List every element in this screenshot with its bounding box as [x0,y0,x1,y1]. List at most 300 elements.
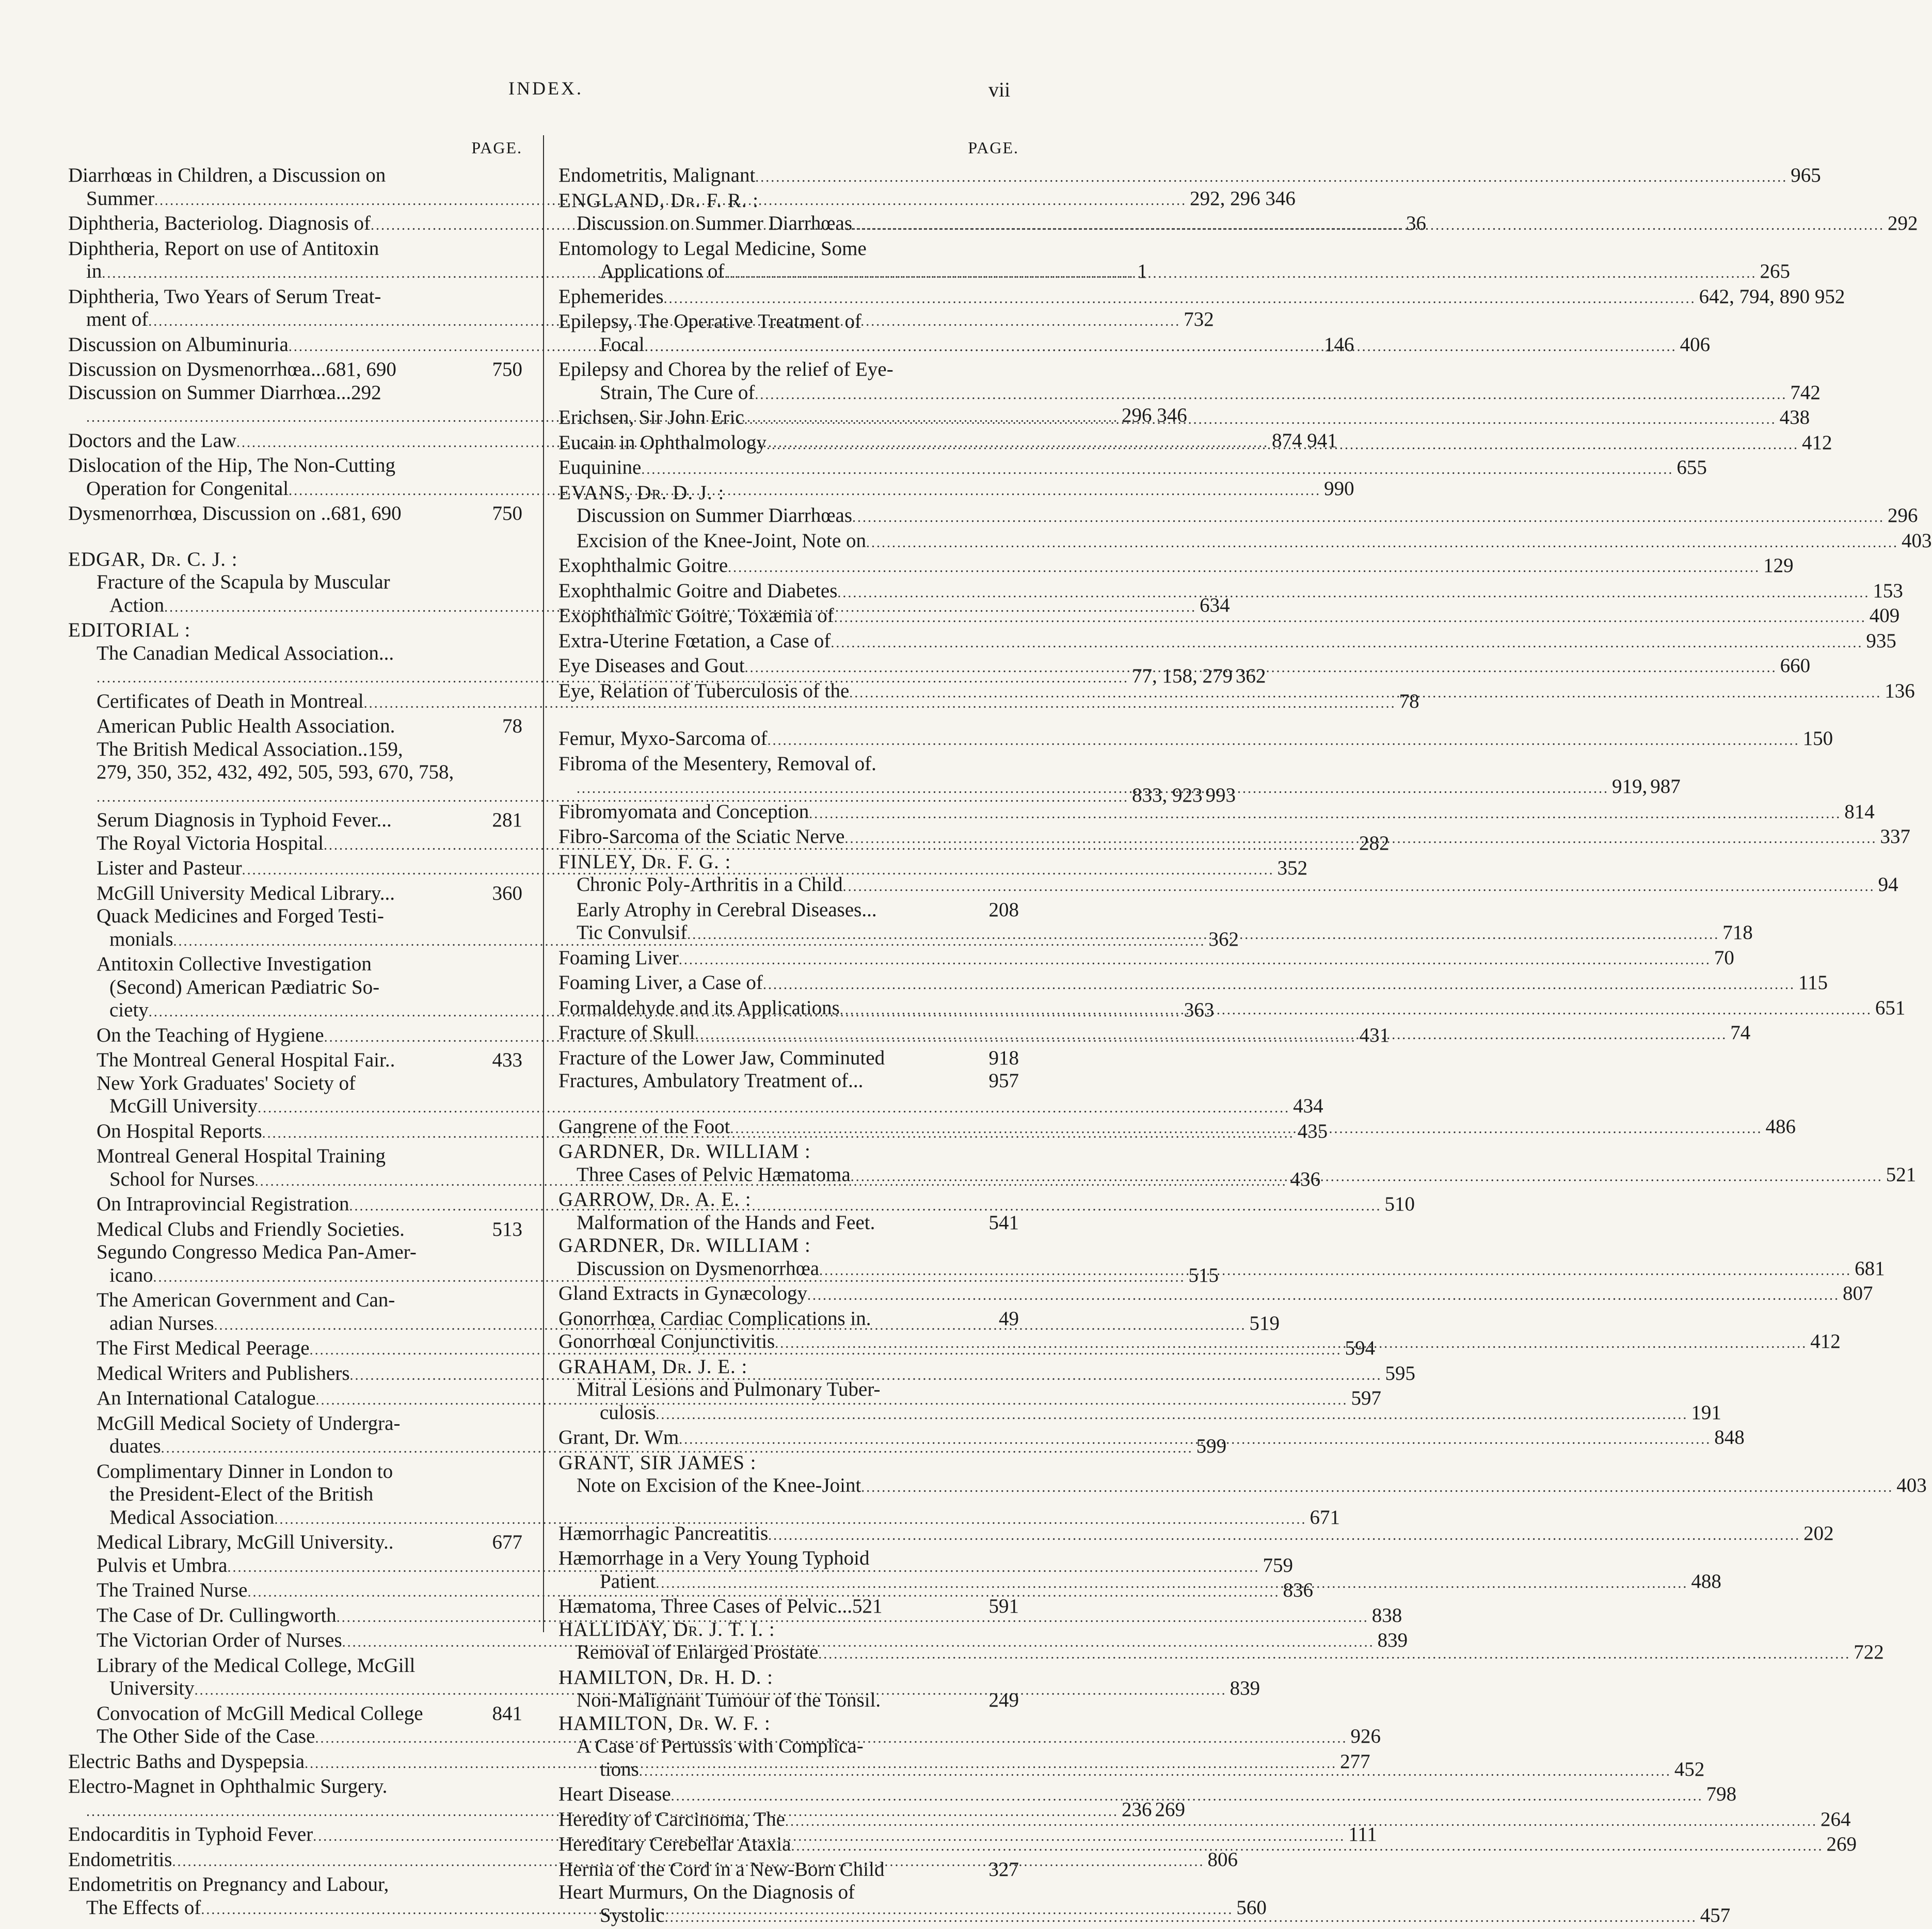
entry-page: 191 [1688,1401,1721,1425]
index-entry [558,189,1019,213]
entry-page: 296 346 [1119,404,1187,427]
entry-page: 718 [1719,921,1753,945]
entry-text: Endocarditis in Typhoid Fever [68,1823,313,1846]
entry-text: Exophthalmic Goitre and Diabetes [558,580,837,603]
entry-page: 486 [1763,1115,1796,1139]
entry-page: 434 [1290,1095,1323,1118]
dot-leader [775,1332,1807,1356]
entry-text: Montreal General Hospital Training [97,1145,386,1168]
entry-text: Serum Diagnosis in Typhoid Fever... [97,809,392,832]
entry-text: Fractures, Ambulatory Treatment of... [558,1070,863,1093]
entry-text: Dysmenorrhœa, Discussion on ..681, 690 [68,502,402,525]
entry-page: 594 [1342,1337,1376,1360]
entry-text: Fibro-Sarcoma of the Sciatic Nerve [558,825,844,849]
index-entry [68,571,522,594]
entry-page: 412 [1799,432,1832,455]
index-entry [558,358,1019,381]
entry-page: 642, 794, 890 952 [1696,285,1845,309]
entry-text: Diarrhœas in Children, a Discussion on [68,164,386,187]
entry-page: 438 [1777,406,1810,429]
index-entry [558,1426,1019,1452]
index-entry [558,1330,1019,1356]
entry-text: (Second) American Pædiatric So- [109,976,379,999]
index-entry [558,1547,1019,1570]
entry-text: Fracture of the Scapula by Muscular [97,571,390,594]
index-entry [68,738,522,761]
index-entry [558,1401,1019,1427]
entry-text: Non-Malignant Tumour of the Tonsil. [577,1689,881,1712]
index-entry [68,1412,522,1436]
entry-text: Hæmatoma, Three Cases of Pelvic...521 [558,1595,883,1618]
index-entry [68,976,522,999]
entry-text: 833, 923 [1129,784,1203,807]
entry-text: in [86,260,102,283]
entry-page: 249 [986,1689,1019,1712]
entry-page: 362 [1206,928,1239,951]
index-entry [558,997,1019,1022]
index-entry [558,655,1019,680]
dot-leader [645,336,1677,359]
entry-text: Discussion on Albuminuria [68,333,289,357]
index-entry [558,680,1019,705]
index-entry [558,1452,1019,1475]
entry-text: Ephemerides [558,285,664,309]
entry-text: ciety [109,999,149,1022]
index-entry [558,971,1019,997]
entry-page: 457 [1697,1904,1731,1927]
entry-text: HAMILTON, Dr. H. D. : [558,1666,773,1689]
entry-text: 279, 350, 352, 432, 492, 505, 593, 670, 758, [97,761,454,784]
entry-text: Gangrene of the Foot [558,1115,730,1139]
index-entry [68,1193,522,1218]
entry-page: 409 [1866,604,1900,628]
index-entry [558,1188,1019,1211]
dot-leader [577,777,1609,801]
entry-page: 78 [1396,690,1419,713]
entry-text: Foaming Liver [558,947,679,970]
entry-text: Euquinine [558,456,641,480]
dot-leader [844,827,1877,851]
index-column-left [68,138,522,1921]
index-entry [68,1677,522,1702]
entry-text: Segundo Congresso Medica Pan-Amer- [97,1241,417,1264]
entry-page: 993 [1203,784,1236,807]
entry-text: Action [109,594,164,617]
entry-page: 806 [1204,1848,1238,1872]
index-entry [558,164,1019,189]
index-entry [68,1531,522,1554]
index-entry [68,1120,522,1145]
entry-text: Diphtheria, Report on use of Antitoxin [68,237,379,261]
entry-text: The American Government and Can- [97,1289,395,1312]
entry-page: 431 [1356,1024,1390,1047]
entry-text: An International Catalogue [97,1387,316,1410]
entry-text: The Royal Victoria Hospital [97,832,324,855]
entry-page: 264 [1817,1808,1851,1831]
index-entry [68,1312,522,1337]
index-entry [68,1095,522,1120]
entry-page: 49 [996,1308,1019,1331]
index-entry [558,899,1019,922]
entry-page: 839 [1375,1629,1408,1652]
entry-text: The Other Side of the Case [97,1725,315,1748]
entry-page: 671 [1307,1506,1340,1529]
entry-page: 634 [1196,594,1230,617]
entry-page: 70 [1711,947,1734,970]
entry-text: Entomology to Legal Medicine, Some [558,237,867,261]
entry-text: HAMILTON, Dr. W. F. : [558,1712,771,1735]
index-entry [68,1168,522,1193]
section-gap [558,705,1019,727]
entry-page: 292 [1885,212,1918,235]
entry-text: Femur, Myxo-Sarcoma of [558,727,768,751]
entry-text: Convocation of McGill Medical College [97,1702,423,1726]
entry-page: 36 [1403,212,1426,235]
index-entry [558,1641,1019,1666]
entry-text: Summer [86,187,154,211]
entry-text: 919, [1609,775,1647,799]
entry-page: 136 [1881,680,1915,703]
entry-text: GARROW, Dr. A. E. : [558,1188,752,1211]
index-entry [68,1775,522,1798]
index-entry [68,1049,522,1072]
entry-text: Discussion on Summer Diarrhœa...292 [68,381,381,405]
index-entry [68,260,522,285]
index-entry [68,358,522,381]
entry-text: Malformation of the Hands and Feet. [577,1211,875,1235]
entry-text: Endometritis [68,1848,172,1872]
entry-text: Medical Library, McGill University.. [97,1531,393,1554]
dot-leader [679,949,1711,972]
entry-text: Erichsen, Sir John Eric [558,406,744,429]
entry-text: The First Medical Peerage [97,1337,310,1360]
dot-leader [809,803,1841,826]
entry-text: Medical Writers and Publishers [97,1362,350,1385]
dot-leader [785,1810,1817,1834]
entry-page: 74 [1727,1022,1750,1045]
entry-text: Lister and Pasteur [97,857,242,880]
index-entry [68,1362,522,1388]
page-column-label: PAGE. [558,138,1019,164]
index-entry [558,1378,1019,1401]
index-entry [68,1654,522,1678]
entry-text: Fracture of the Lower Jaw, Comminuted [558,1047,885,1070]
entry-page: 599 [1193,1435,1227,1458]
entry-page: 759 [1259,1554,1293,1577]
entry-text: School for Nurses [109,1168,255,1191]
index-entry [558,212,1019,237]
entry-page: 150 [1800,727,1833,751]
entry-text: GRANT, SIR JAMES : [558,1452,757,1475]
entry-page: 681 [1851,1257,1885,1281]
entry-text: EVANS, Dr. D. J. : [558,482,724,505]
entry-text: Discussion on Dysmenorrhœa [577,1257,819,1281]
index-entry [558,1712,1019,1735]
index-entry [68,187,522,213]
entry-text: ment of [86,308,148,331]
index-entry [68,1264,522,1289]
entry-text: Gonorrhœa, Cardiac Complications in. [558,1308,871,1331]
entry-text: Eye Diseases and Gout [558,655,745,678]
entry-text: On the Teaching of Hygiene [97,1024,324,1047]
entry-page: 521 [1883,1163,1917,1187]
index-entry [558,1666,1019,1689]
dot-leader [641,458,1673,482]
entry-page: 677 [489,1531,523,1554]
dot-leader [745,657,1777,680]
entry-page: 655 [1673,456,1707,480]
index-entry [558,1595,1019,1618]
index-entries-left [68,164,522,1921]
entry-page: 352 [1274,857,1308,880]
entry-text: Exophthalmic Goitre, Toxæmia of [558,604,834,628]
entry-text: University [109,1677,195,1700]
index-entry [68,761,522,784]
dot-leader [768,1524,1800,1548]
index-entry [68,665,522,690]
entry-text: HALLIDAY, Dr. J. T. I. : [558,1618,775,1641]
entry-text: Heart Disease [558,1783,671,1806]
index-entry [68,333,522,359]
dot-leader [849,682,1881,705]
index-entry [68,953,522,976]
index-entry [68,619,522,642]
index-entry [68,164,522,187]
dot-leader [664,288,1696,311]
entry-text: Grant, Dr. Wm [558,1426,679,1449]
entry-page: 957 [986,1070,1019,1093]
entry-text: Hæmorrhage in a Very Young Typhoid [558,1547,869,1570]
entry-page: 935 [1863,630,1896,653]
index-entry [558,310,1019,333]
index-entry [558,381,1019,407]
entry-page: 750 [489,502,523,525]
entry-page: 111 [1345,1823,1377,1846]
index-entry [558,1758,1019,1783]
index-entry [68,1460,522,1484]
dot-leader [695,1024,1727,1047]
index-entry [68,1218,522,1241]
entry-text: Removal of Enlarged Prostate [577,1641,818,1664]
index-entry [558,285,1019,311]
index-entry [558,630,1019,655]
entry-text: Endometritis, Malignant [558,164,755,187]
entry-page: 651 [1872,997,1906,1020]
index-entry [558,406,1019,432]
index-entry [68,594,522,619]
entry-text: Operation for Congenital [86,477,289,501]
entry-page: 990 [1321,477,1354,501]
page-column-label: PAGE. [68,138,522,164]
index-entry [558,1257,1019,1283]
index-entry [68,1145,522,1168]
entry-page: 848 [1711,1426,1745,1449]
index-entry [558,260,1019,285]
index-entry [558,1858,1019,1882]
index-entry [68,1750,522,1776]
entry-text: Dislocation of the Hip, The Non-Cutting [68,454,395,477]
dot-leader [840,999,1872,1022]
index-entry [68,548,522,571]
index-entry [558,753,1019,776]
entry-page: 841 [489,1702,523,1726]
entry-page: 327 [986,1858,1019,1882]
entry-text: Applications of [600,260,725,283]
index-entry [558,456,1019,482]
entry-text: GARDNER, Dr. WILLIAM : [558,1234,811,1257]
entry-page: 874 941 [1269,429,1337,453]
index-entry [558,947,1019,972]
running-title: INDEX. [0,77,1092,99]
dot-leader [861,1476,1893,1500]
entry-page: 403 [1893,1474,1927,1497]
entry-page: 987 [1647,775,1681,799]
entry-text: Early Atrophy in Cerebral Diseases... [577,899,877,922]
dot-leader [763,974,1795,997]
entry-page: 265 [1757,260,1791,283]
entry-text: Formaldehyde and its Applications [558,997,840,1020]
entry-page: 436 [1287,1168,1321,1191]
index-entry [68,1387,522,1412]
entry-text: tions [600,1758,639,1781]
entry-text: The Montreal General Hospital Fair.. [97,1049,395,1072]
dot-leader [818,1643,1850,1666]
index-entry [68,882,522,905]
entry-text: The Effects of [86,1896,201,1920]
entry-page: 296 [1885,504,1918,528]
entry-page: 269 [1823,1833,1857,1856]
entry-text: Discussion on Summer Diarrhœas [577,212,852,235]
entry-page: 965 [1787,164,1821,187]
index-entry [558,1618,1019,1641]
dot-leader [728,556,1760,580]
index-entry [558,554,1019,580]
entry-page: 403 [1898,530,1932,553]
entry-text: Patient [600,1570,656,1593]
index-column-right [558,138,1019,1929]
entry-page: 519 [1247,1312,1280,1335]
dot-leader [831,632,1863,655]
entry-text: Quack Medicines and Forged Testi- [97,905,384,928]
entry-text: Library of the Medical College, McGill [97,1654,415,1678]
dot-leader [755,384,1787,407]
entry-text: Epilepsy, The Operative Treatment of [558,310,861,333]
entry-text: Diphtheria, Bacteriolog. Diagnosis of [68,212,371,235]
entry-text: Systolic [600,1904,665,1927]
entry-page: 660 [1777,655,1811,678]
entry-text: Fracture of Skull [558,1022,695,1045]
dot-leader [819,1260,1851,1283]
entry-text: culosis [600,1401,656,1425]
dot-leader [807,1284,1840,1308]
dot-leader [767,434,1799,457]
entry-page: 269 [1152,1798,1186,1822]
dot-leader [656,1404,1688,1427]
entry-page: 406 [1677,333,1711,357]
entry-text: Excision of the Knee-Joint, Note on [577,530,866,553]
index-entry [68,809,522,832]
index-entry [558,1833,1019,1858]
entry-page: 814 [1841,801,1875,824]
entry-text: Foaming Liver, a Case of [558,971,763,995]
entry-page: 78 [499,715,522,738]
entry-text: EDITORIAL : [68,619,190,642]
index-entry [558,1163,1019,1189]
index-entry [68,502,522,525]
entry-text: Hereditary Cerebellar Ataxia [558,1833,791,1856]
entry-text: GARDNER, Dr. WILLIAM : [558,1140,811,1163]
index-entry [558,1234,1019,1257]
entry-page: 732 [1180,308,1214,331]
index-entry [558,1783,1019,1808]
entry-text: Heredity of Carcinoma, The [558,1808,785,1831]
entry-page: 1 [1134,260,1147,283]
index-entry [68,1337,522,1362]
entry-text: GRAHAM, Dr. J. E. : [558,1356,747,1379]
dot-leader [837,582,1870,605]
entry-text: EDGAR, Dr. C. J. : [68,548,238,571]
entry-page: 363 [1181,999,1215,1022]
entry-text: duates [109,1435,161,1458]
index-entry [68,1848,522,1874]
dot-leader [687,923,1719,947]
entry-text: The Trained Nurse [97,1579,247,1602]
entry-text: Strain, The Cure of [600,381,755,405]
index-entry [68,477,522,503]
index-entry [558,1308,1019,1331]
entry-text: Endometritis on Pregnancy and Labour, [68,1873,389,1896]
entry-text: The Case of Dr. Cullingworth [97,1604,337,1628]
dot-leader [852,214,1885,237]
index-entry [558,851,1019,874]
entry-text: monials [109,928,173,951]
index-entry [68,1483,522,1506]
index-entry [558,1808,1019,1834]
index-entry [68,1579,522,1604]
entry-text: Certificates of Death in Montreal [97,690,364,713]
index-entry [558,1070,1019,1093]
index-entry [558,1282,1019,1308]
entry-text: Diphtheria, Two Years of Serum Treat- [68,285,381,309]
index-entry [68,1506,522,1532]
entry-page: 277 [1337,1750,1370,1774]
index-entry [68,1798,522,1824]
column-divider [543,135,544,1632]
index-entry [68,999,522,1024]
dot-leader [639,1760,1671,1783]
index-entry [558,1140,1019,1163]
index-entry [558,1356,1019,1379]
entry-text: 236 [1119,1798,1152,1822]
index-entry [68,1896,522,1922]
entry-text: The British Medical Association..159, [97,738,403,761]
index-entry [558,237,1019,261]
dot-leader [866,532,1898,555]
entry-page: 742 [1787,381,1821,405]
index-entry [68,1823,522,1848]
dot-leader [679,1428,1711,1452]
entry-page: 839 [1227,1677,1260,1700]
entry-page: 362 [1233,665,1266,688]
index-entry [68,832,522,857]
entry-text: On Intraprovincial Registration [97,1193,349,1216]
index-entry [558,1474,1019,1500]
index-entry [68,454,522,477]
entry-text: Electric Baths and Dyspepsia [68,1750,305,1774]
entry-text: 77, 158, 279 [1129,665,1233,688]
index-entry [558,504,1019,530]
index-entry [68,404,522,429]
